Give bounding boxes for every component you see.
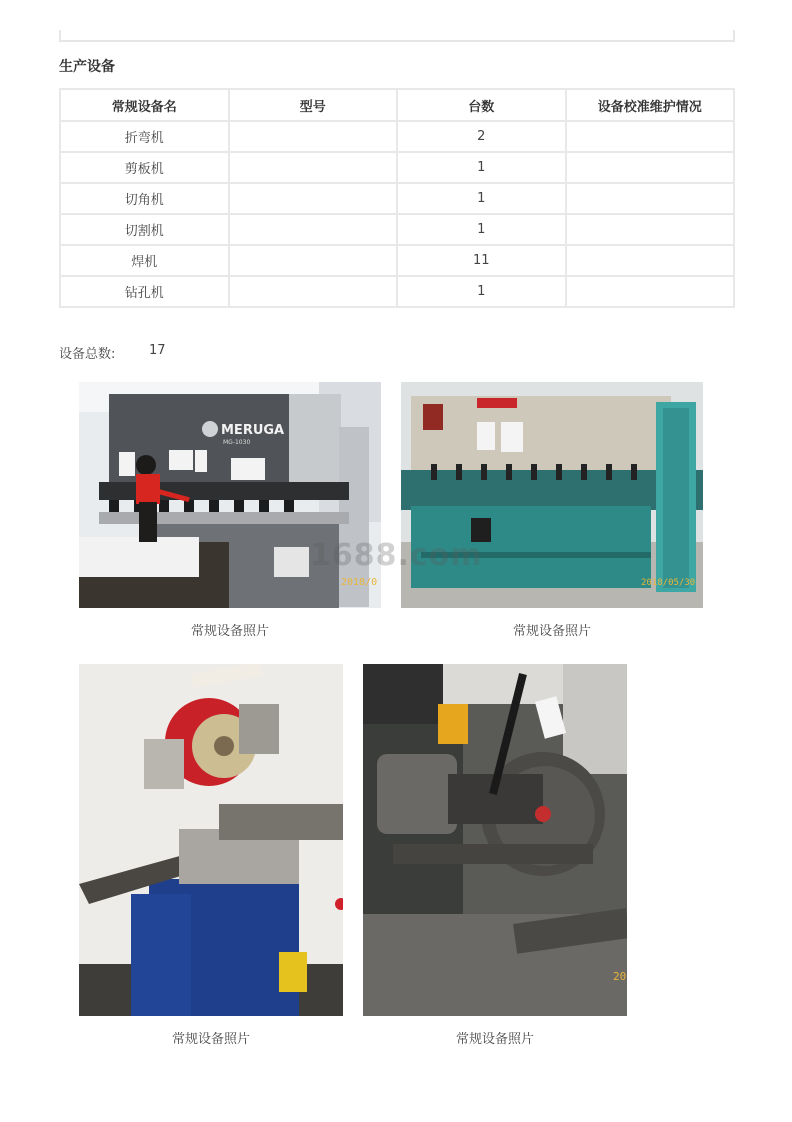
total-label: 设备总数:	[59, 347, 116, 362]
section-title: 生产设备	[59, 59, 115, 75]
cell-name: 切角机	[60, 183, 229, 214]
cell-name: 剪板机	[60, 152, 229, 183]
date-stamp: 2018/0	[341, 577, 378, 588]
cell-model	[229, 245, 398, 276]
cell-count: 11	[397, 245, 566, 276]
cell-maintenance	[566, 152, 735, 183]
cell-name: 焊机	[60, 245, 229, 276]
cell-count: 2	[397, 121, 566, 152]
photo-caption: 常规设备照片	[455, 1032, 534, 1047]
cell-name: 折弯机	[60, 121, 229, 152]
table-row	[60, 214, 734, 245]
machine-model-plate: MG-1030	[223, 439, 251, 446]
table-row	[60, 121, 734, 152]
cell-count: 1	[397, 183, 566, 214]
photo-caption: 常规设备照片	[512, 624, 591, 639]
cell-name: 切割机	[60, 214, 229, 245]
angle-cutter-photo	[79, 664, 343, 1016]
cell-model	[229, 152, 398, 183]
press-brake-photo	[79, 382, 381, 608]
cutting-machine-photo	[363, 664, 627, 1016]
cell-maintenance	[566, 121, 735, 152]
table-row	[60, 183, 734, 214]
cell-model	[229, 276, 398, 307]
machine-brand: MERUGA	[221, 423, 285, 438]
table-header-row	[60, 89, 734, 121]
header-count: 台数	[397, 89, 566, 121]
top-border	[59, 30, 735, 42]
table-row	[60, 276, 734, 307]
cell-maintenance	[566, 214, 735, 245]
cell-maintenance	[566, 276, 735, 307]
table-row	[60, 152, 734, 183]
equipment-table	[59, 88, 735, 308]
table-row	[60, 245, 734, 276]
cell-name: 钻孔机	[60, 276, 229, 307]
cell-maintenance	[566, 183, 735, 214]
cell-count: 1	[397, 214, 566, 245]
photo-caption: 常规设备照片	[171, 1032, 250, 1047]
header-equipment-name: 常规设备名	[60, 89, 229, 121]
watermark: 1688.com	[310, 538, 483, 573]
header-maintenance: 设备校准维护情况	[566, 89, 735, 121]
header-model: 型号	[229, 89, 398, 121]
cell-count: 1	[397, 276, 566, 307]
cell-model	[229, 121, 398, 152]
total-value: 17	[149, 343, 166, 358]
cell-model	[229, 183, 398, 214]
cell-maintenance	[566, 245, 735, 276]
photo-caption: 常规设备照片	[190, 624, 269, 639]
date-stamp: 2018/05/30	[641, 578, 696, 588]
cell-count: 1	[397, 152, 566, 183]
cell-model	[229, 214, 398, 245]
date-stamp: 20	[613, 970, 627, 983]
shearing-machine-photo	[401, 382, 703, 608]
